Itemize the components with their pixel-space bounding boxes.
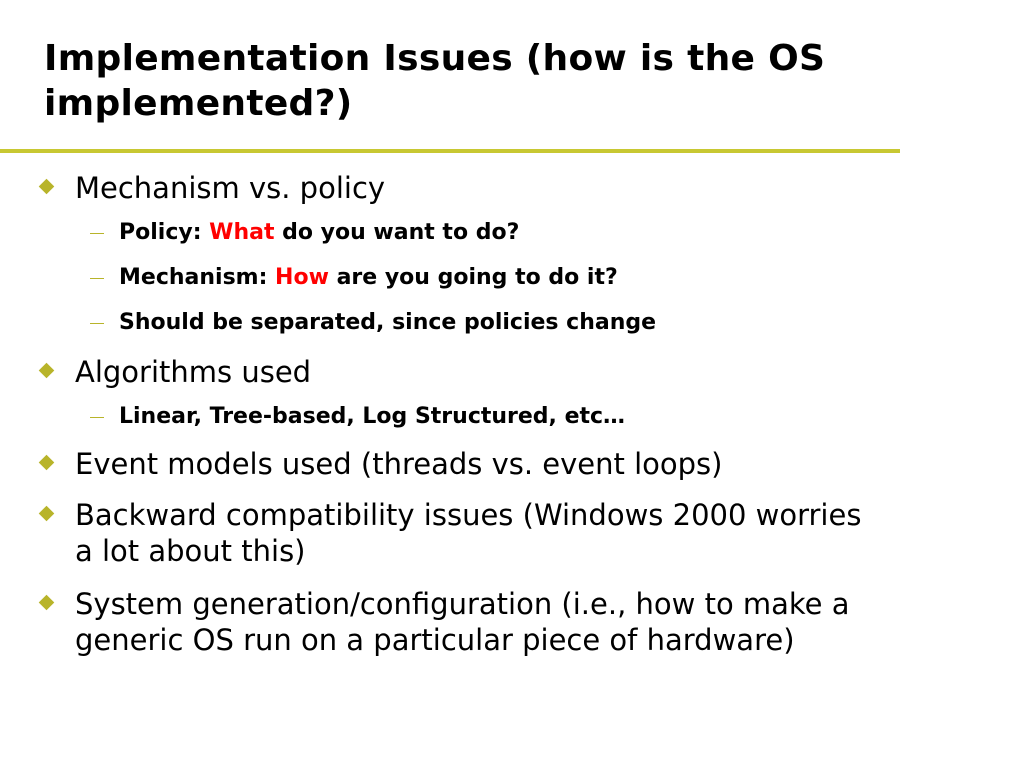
title-line-1: Implementation Issues (how is the OS xyxy=(44,38,826,79)
bullet-text: Event models used (threads vs. event loops) xyxy=(75,447,723,481)
sub-bullet-prefix: Mechanism: xyxy=(119,265,276,290)
diamond-bullet-icon xyxy=(39,455,55,471)
sub-bullet-linear xyxy=(36,403,1016,431)
bullet-system-generation xyxy=(36,586,1016,658)
sub-bullet-highlight: What xyxy=(209,220,275,245)
sub-bullet-text: Linear, Tree-based, Log Structured, etc… xyxy=(119,404,626,429)
sub-bullet-text: Should be separated, since policies change xyxy=(119,310,657,335)
dash-bullet-icon xyxy=(90,278,104,279)
title-line-2: implemented?) xyxy=(44,83,353,124)
sub-bullet-highlight: How xyxy=(275,265,329,290)
diamond-bullet-icon xyxy=(39,363,55,379)
diamond-bullet-icon xyxy=(39,506,55,522)
bullet-event-models xyxy=(36,446,1016,482)
bullet-algorithms xyxy=(36,354,1016,390)
sub-bullet-policy xyxy=(36,219,1016,247)
dash-bullet-icon xyxy=(90,233,104,234)
dash-bullet-icon xyxy=(90,323,104,324)
bullet-text: Mechanism vs. policy xyxy=(75,171,386,205)
bullet-mechanism-vs-policy xyxy=(36,170,1016,206)
bullet-text: Algorithms used xyxy=(75,355,312,389)
sub-bullet-suffix: do you want to do? xyxy=(274,220,520,245)
slide-title xyxy=(44,36,984,126)
bullet-text-line-2: generic OS run on a particular piece of hardware) xyxy=(75,623,795,657)
sub-bullet-mechanism xyxy=(36,264,1016,292)
dash-bullet-icon xyxy=(90,417,104,418)
bullet-text-line-1: System generation/configuration (i.e., how to make a xyxy=(75,587,850,621)
bullet-list xyxy=(36,170,1016,658)
diamond-bullet-icon xyxy=(39,595,55,611)
sub-bullet-separated xyxy=(36,309,1016,337)
bullet-text-line-2: a lot about this) xyxy=(75,534,306,568)
bullet-text-line-1: Backward compatibility issues (Windows 2000 worries xyxy=(75,498,862,532)
title-underline xyxy=(0,149,900,153)
sub-bullet-suffix: are you going to do it? xyxy=(328,265,618,290)
sub-bullet-prefix: Policy: xyxy=(119,220,210,245)
diamond-bullet-icon xyxy=(39,179,55,195)
bullet-backward-compatibility xyxy=(36,497,1016,569)
